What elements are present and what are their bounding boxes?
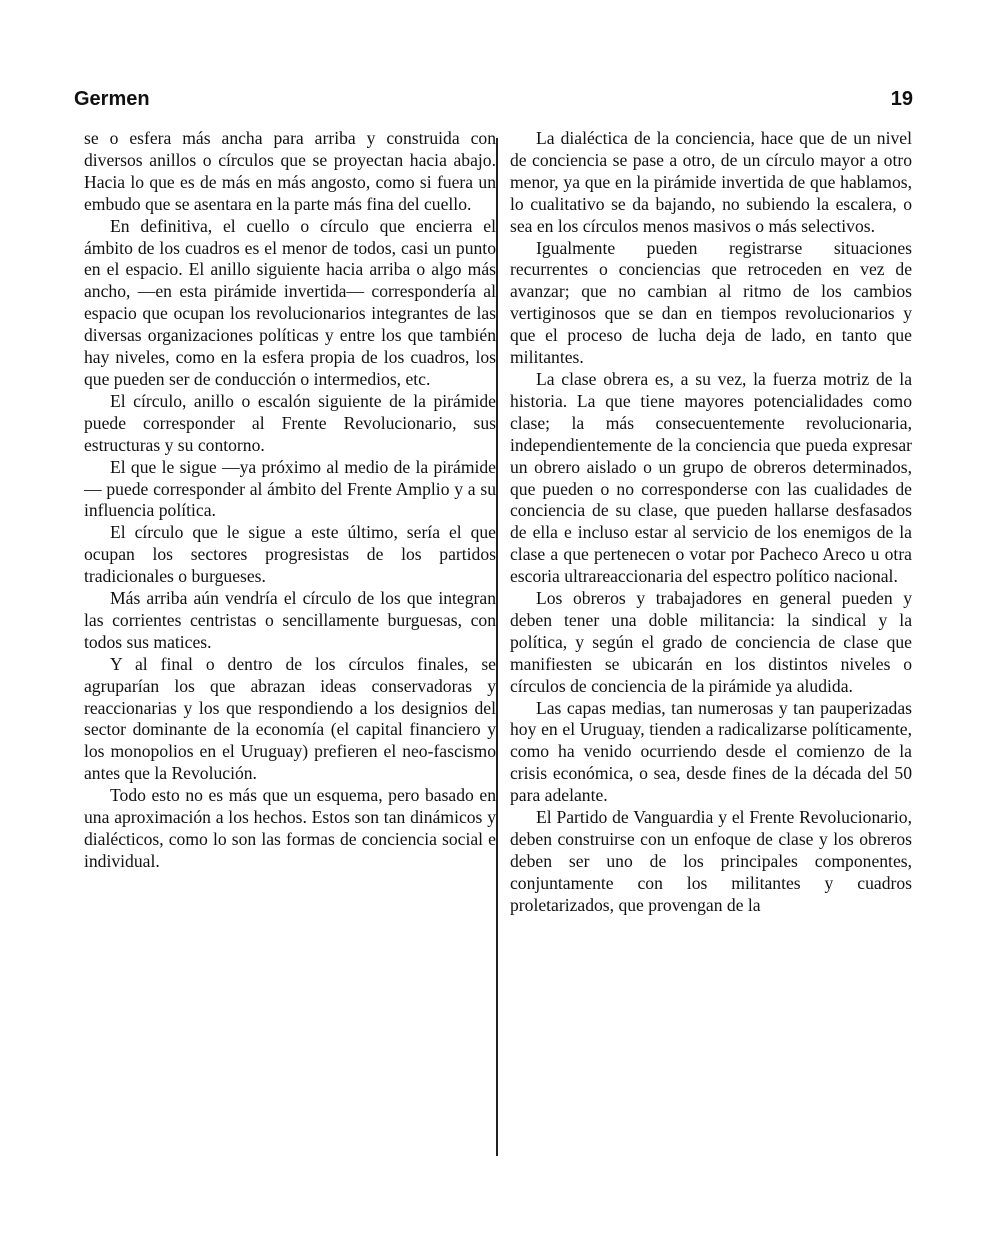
paragraph: En definitiva, el cuello o círculo que encierra el ámbito de los cuadros es el menor de todos, casi un punto en el espacio. El anillo siguiente hacia arriba o algo más ancho, —en esta pirámide invertida— correspondería al espacio que ocupan los revolucionarios integrantes de las diversas organizaciones políticas y entre los que también hay niveles, como en la esfera propia de los cuadros, los que pueden ser de conducción o intermedios, etc. <box>84 215 496 389</box>
right-column <box>510 128 912 917</box>
running-head <box>74 88 913 118</box>
paragraph: El Partido de Vanguardia y el Frente Revolucionario, deben construirse con un enfoque de clase y los obreros deben ser uno de los principales componentes, conjuntamente con los militantes y cuadros proletarizados, que provengan de la <box>510 807 912 915</box>
running-head-title: Germen <box>74 88 150 110</box>
paragraph: Las capas medias, tan numerosas y tan pauperizadas hoy en el Uruguay, tienden a radicalizarse políticamente, como ha venido ocurriendo desde el comienzo de la crisis económica, o sea, desde fines de la década del 50 para adelante. <box>510 697 912 806</box>
page-number: 19 <box>890 88 913 110</box>
paragraph: La clase obrera es, a su vez, la fuerza motriz de la historia. La que tiene mayores potencialidades como clase; la más consecuentemente revolucionaria, independientemente de la conciencia que pueda expresar un obrero aislado o un grupo de obreros determinados, que pueden o no corresponderse con las cualidades de conciencia de su clase, que pueden hallarse desfasados de ella e incluso estar al servicio de los enemigos de la clase a que pertenecen o votar por Pacheco Areco u otra escoria ultrareaccionaria del espectro político nacional. <box>510 368 912 587</box>
paragraph: Igualmente pueden registrarse situaciones recurrentes o conciencias que retroceden en vez de avanzar; que no cambian al ritmo de los cambios vertiginosos que se dan en tiempos revolucionarios y que el proceso de lucha deja de lado, en tanto que militantes. <box>510 237 912 368</box>
column-divider <box>496 138 498 1156</box>
paragraph: La dialéctica de la conciencia, hace que de un nivel de conciencia se pase a otro, de un círculo mayor a otro menor, ya que en la pirámide invertida de que hablamos, lo cualitativo se da bajando, no subiendo la escalera, o sea en los círculos menos masivos o más selectivos. <box>510 128 912 236</box>
left-column <box>84 128 496 873</box>
paragraph: Más arriba aún vendría el círculo de los que integran las corrientes centristas o sencillamente burguesas, con todos sus matices. <box>84 588 496 652</box>
paragraph: se o esfera más ancha para arriba y construida con diversos anillos o círculos que se proyectan hacia abajo. Hacia lo que es de más en más angosto, como si fuera un embudo que se asentara en la parte más fina del cuello. <box>84 128 496 214</box>
paragraph: El círculo, anillo o escalón siguiente de la pirámide puede corresponder al Frente Revolucionario, sus estructuras y su contorno. <box>84 390 496 455</box>
paragraph: Los obreros y trabajadores en general pueden y deben tener una doble militancia: la sindical y la política, y según el grado de conciencia de clase que manifiesten se ubicarán en los distintos niveles o círculos de conciencia de la pirámide ya aludida. <box>510 588 912 696</box>
paragraph: Todo esto no es más que un esquema, pero basado en una aproximación a los hechos. Estos son tan dinámicos y dialécticos, como lo son las formas de conciencia social e individual. <box>84 785 496 871</box>
paragraph: El que le sigue —ya próximo al medio de la pirámide— puede corresponder al ámbito del Frente Amplio y a su influencia política. <box>84 456 496 521</box>
paragraph: El círculo que le sigue a este último, sería el que ocupan los sectores progresistas de los partidos tradicionales o burgueses. <box>84 522 496 587</box>
paragraph: Y al final o dentro de los círculos finales, se agruparían los que abrazan ideas conservadoras y reaccionarias y los que respondiendo a los designios del sector dominante de la economía (el capital financiero y los monopolios en el Uruguay) prefieren el neo-fascismo antes que la Revolución. <box>84 653 496 784</box>
